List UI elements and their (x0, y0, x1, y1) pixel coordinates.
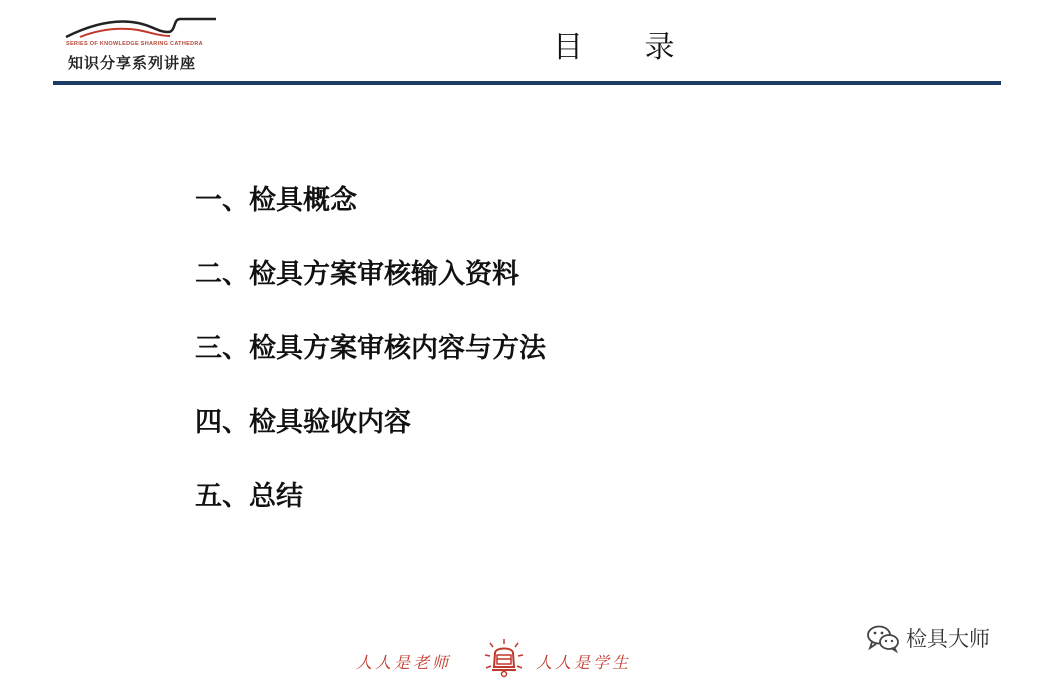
page-title: 目 录 (553, 30, 701, 65)
header-divider (53, 81, 1001, 85)
bell-seal-icon (482, 637, 526, 679)
toc-item: 二、检具方案审核输入资料 (195, 259, 519, 290)
table-of-contents (195, 178, 546, 548)
logo-tagline: SERIES OF KNOWLEDGE SHARING CATHEDRA (66, 41, 203, 47)
toc-item: 三、检具方案审核内容与方法 (195, 333, 546, 364)
footer-motto-left: 人人是老师 (356, 653, 452, 672)
toc-item: 五、总结 (195, 481, 303, 512)
wechat-icon (866, 623, 900, 653)
wechat-watermark (866, 620, 990, 656)
toc-item: 一、检具概念 (195, 185, 357, 216)
logo-name: 知识分享系列讲座 (68, 54, 197, 72)
logo (58, 8, 233, 70)
watermark-text: 检具大师 (906, 627, 990, 651)
footer-motto-right: 人人是学生 (536, 653, 632, 672)
toc-item: 四、检具验收内容 (195, 407, 411, 438)
